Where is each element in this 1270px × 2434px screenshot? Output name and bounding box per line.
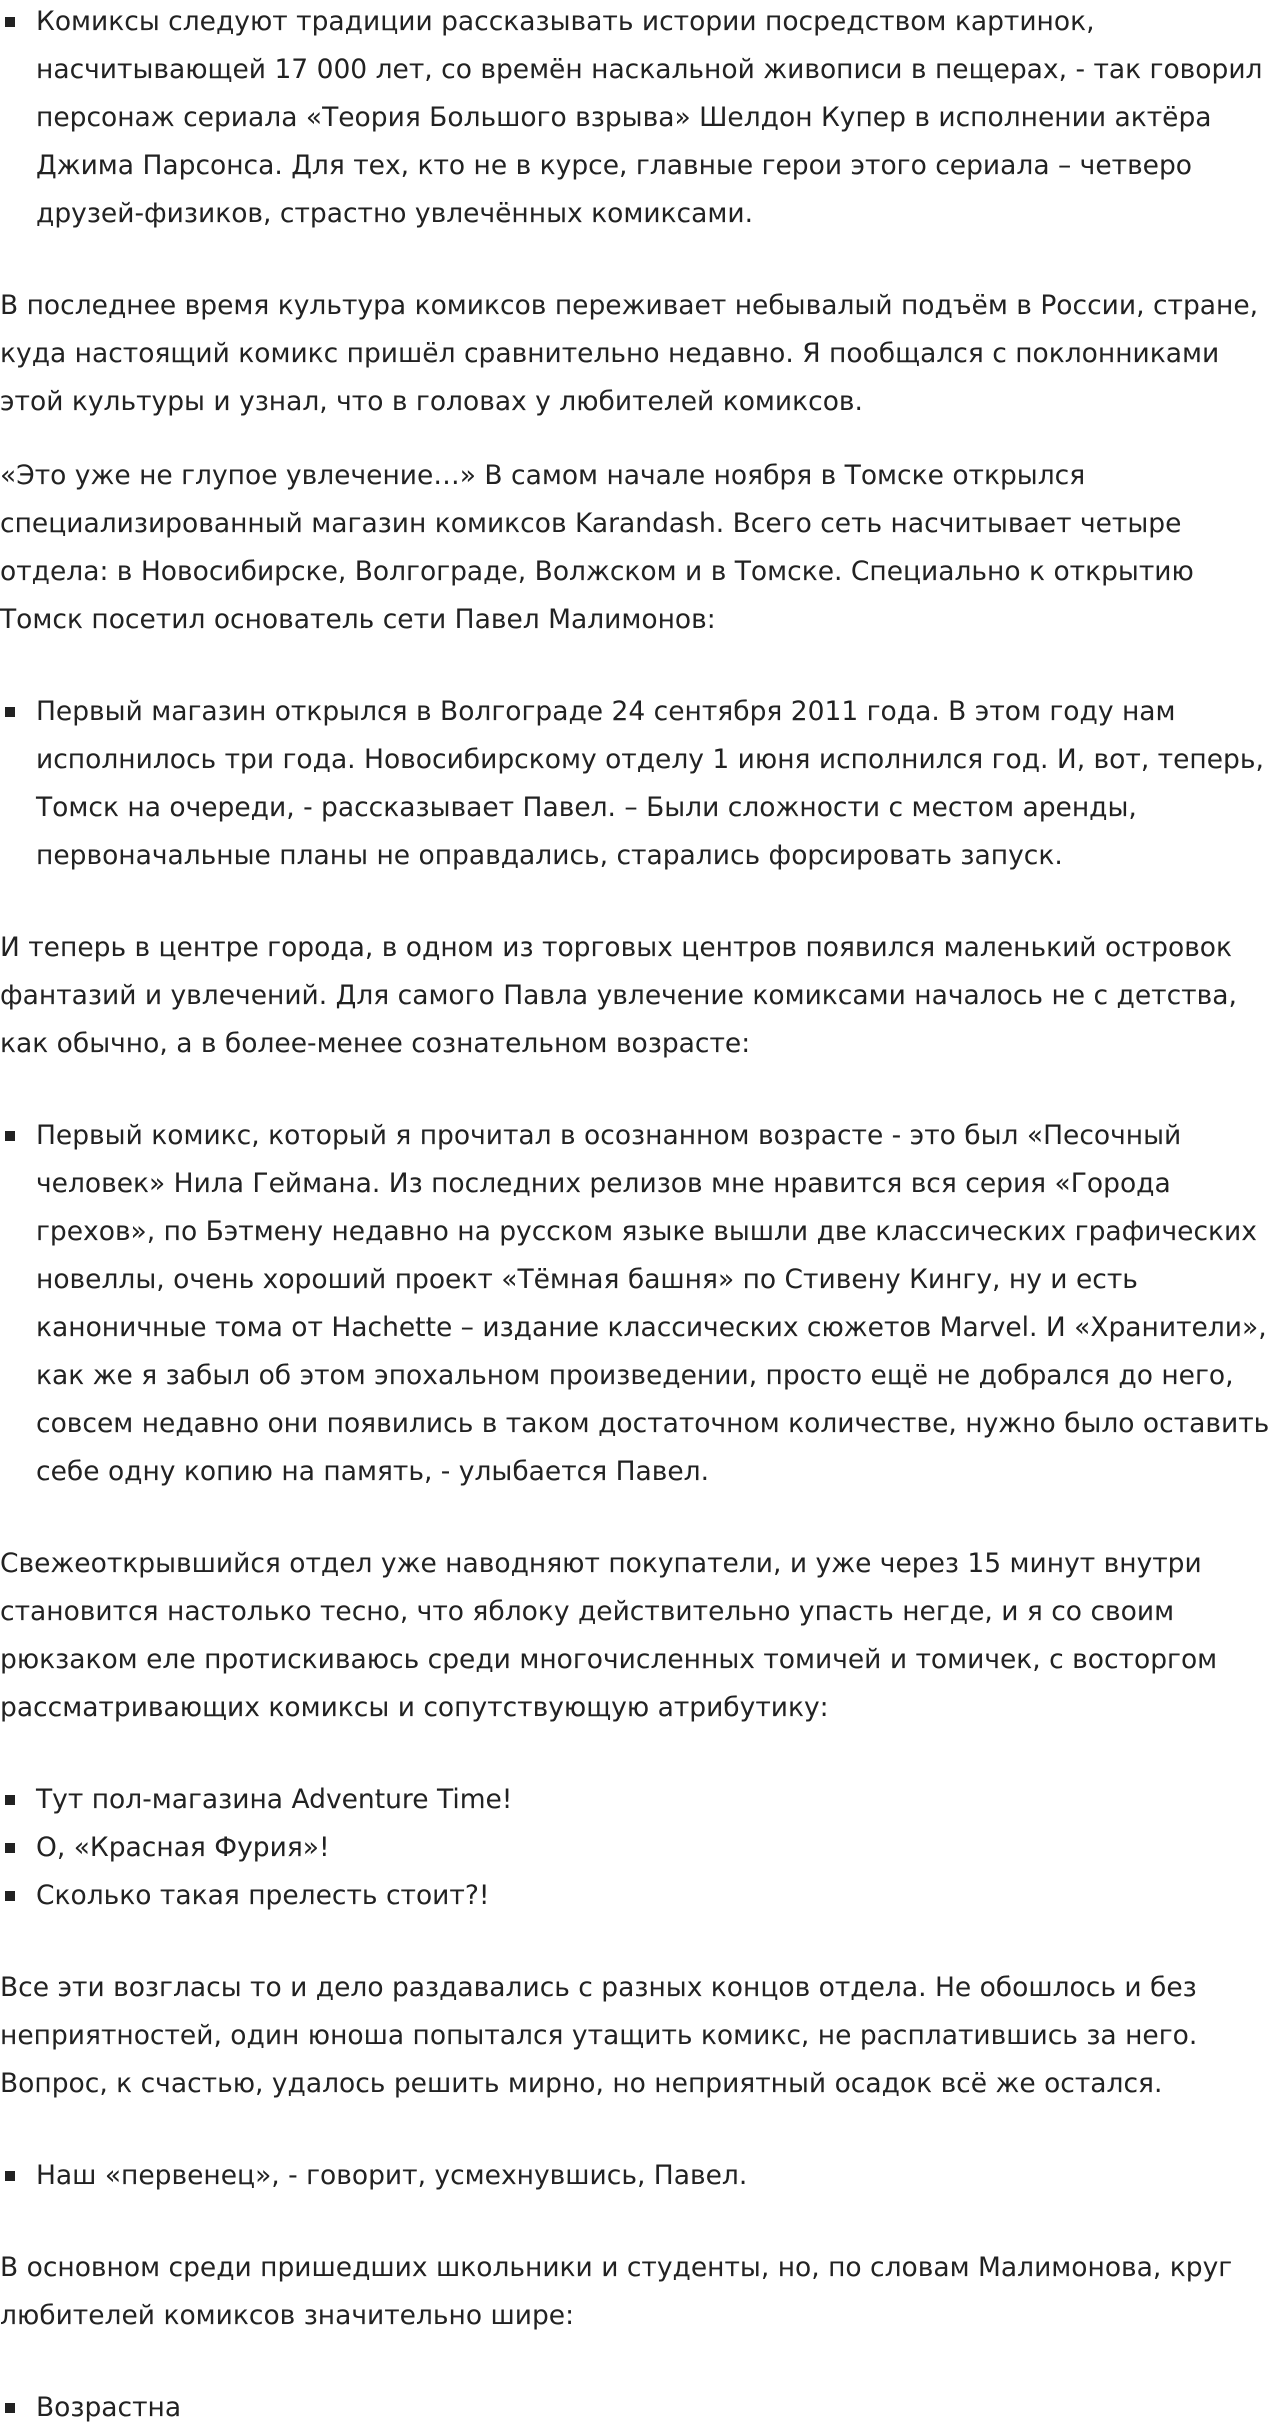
list-item: Наш «первенец», - говорит, усмехнувшись, Павел. xyxy=(36,2152,1270,2200)
list-item: Возрастна xyxy=(36,2384,1270,2432)
list-item: Первый магазин открылся в Волгограде 24 сентября 2011 года. В этом году нам исполнилось три года. Новосибирскому отделу 1 июня исполнился год. И, вот, теперь, Томск на очереди, - рассказывает Павел. – Были сложности с местом аренды, первоначальные планы не оправдались, старались форсировать запуск. xyxy=(36,688,1270,880)
bullet-icon xyxy=(5,1795,15,1805)
quote-list-intro xyxy=(0,0,1270,238)
paragraph: И теперь в центре города, в одном из торговых центров появился маленький островок фантазий и увлечений. Для самого Павла увлечение комиксами началось не с детства, как обычно, а в более-менее сознательном возрасте: xyxy=(0,932,1237,1059)
paragraph: «Это уже не глупое увлечение…» В самом начале ноября в Томске открылся специализированный магазин комиксов Karandash. Всего сеть насчитывает четыре отдела: в Новосибирске, Волгограде, Волжском и в Томске. Специально к открытию Томск посетил основатель сети Павел Малимонов: xyxy=(0,460,1194,635)
bullet-icon xyxy=(5,1131,15,1141)
bullet-icon xyxy=(5,2171,15,2181)
quote-list xyxy=(0,1112,1270,1496)
bullet-icon xyxy=(5,1843,15,1853)
quote-list xyxy=(0,1776,1270,1920)
paragraph: Все эти возгласы то и дело раздавались с разных концов отдела. Не обошлось и без неприятностей, один юноша попытался утащить комикс, не расплатившись за него. Вопрос, к счастью, удалось решить мирно, но неприятный осадок всё же остался. xyxy=(0,1972,1198,2099)
list-item: Тут пол-магазина Adventure Time! xyxy=(36,1776,1270,1824)
quote-list xyxy=(0,2152,1270,2200)
paragraph: Свежеоткрывшийся отдел уже наводняют покупатели, и уже через 15 минут внутри становится настолько тесно, что яблоку действительно упасть негде, и я со своим рюкзаком еле протискиваюсь среди многочисленных томичей и томичек, с восторгом рассматривающих комиксы и сопутствующую атрибутику: xyxy=(0,1548,1218,1723)
list-item: Комиксы следуют традиции рассказывать истории посредством картинок, насчитывающей 17 000 лет, со времён наскальной живописи в пещерах, - так говорил персонаж сериала «Теория Большого взрыва» Шелдон Купер в исполнении актёра Джима Парсонса. Для тех, кто не в курсе, главные герои этого сериала – четверо друзей-физиков, страстно увлечённых комиксами. xyxy=(36,0,1270,238)
quote-list xyxy=(0,688,1270,880)
paragraph: В последнее время культура комиксов переживает небывалый подъём в России, стране, куда настоящий комикс пришёл сравнительно недавно. Я пообщался с поклонниками этой культуры и узнал, что в головах у любителей комиксов. xyxy=(0,290,1259,417)
bullet-icon xyxy=(5,17,15,27)
bullet-icon xyxy=(5,2403,15,2413)
quote-list xyxy=(0,2384,1270,2432)
list-item: Первый комикс, который я прочитал в осознанном возрасте - это был «Песочный человек» Нила Геймана. Из последних релизов мне нравится вся серия «Города грехов», по Бэтмену недавно на русском языке вышли две классических графических новеллы, очень хороший проект «Тёмная башня» по Стивену Кингу, ну и есть каноничные тома от Hachette – издание классических сюжетов Marvel. И «Хранители», как же я забыл об этом эпохальном произведении, просто ещё не добрался до него, совсем недавно они появились в таком достаточном количестве, нужно было оставить себе одну копию на память, - улыбается Павел. xyxy=(36,1112,1270,1496)
bullet-icon xyxy=(5,1891,15,1901)
list-item: Сколько такая прелесть стоит?! xyxy=(36,1872,1270,1920)
list-item: О, «Красная Фурия»! xyxy=(36,1824,1270,1872)
paragraph: В основном среди пришедших школьники и студенты, но, по словам Малимонова, круг любителей комиксов значительно шире: xyxy=(0,2252,1233,2331)
bullet-icon xyxy=(5,707,15,717)
